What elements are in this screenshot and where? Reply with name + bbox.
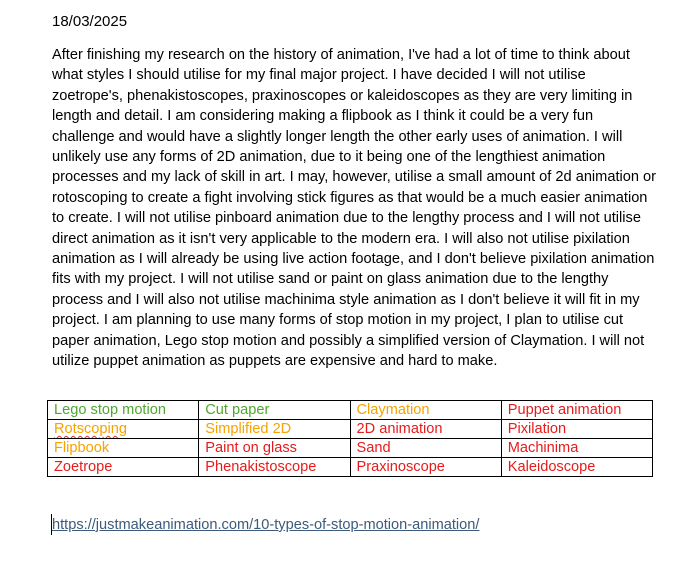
cell-text-misspelled: Rotscoping [54, 421, 128, 437]
table-cell[interactable] [199, 420, 350, 439]
table-cell[interactable] [501, 458, 652, 477]
animation-styles-table [47, 400, 653, 477]
table-cell[interactable] [48, 458, 199, 477]
table-cell[interactable] [501, 439, 652, 458]
cell-text: Claymation [356, 402, 430, 418]
cell-text: 2D animation [356, 421, 443, 437]
table-cell[interactable] [48, 420, 199, 439]
cell-text: Simplified 2D [205, 421, 292, 437]
cell-text: Machinima [507, 440, 579, 456]
cell-text: Cut paper [205, 402, 270, 418]
table-cell[interactable] [350, 458, 501, 477]
table-row [48, 458, 653, 477]
cell-text: Kaleidoscope [507, 459, 596, 475]
table-cell[interactable] [501, 420, 652, 439]
cell-text: Praxinoscope [356, 459, 445, 475]
table-row [48, 439, 653, 458]
cell-text: Pixilation [507, 421, 567, 437]
table-row [48, 420, 653, 439]
table-cell[interactable] [48, 439, 199, 458]
table-cell[interactable] [199, 458, 350, 477]
table-cell[interactable] [48, 401, 199, 420]
table-cell[interactable] [501, 401, 652, 420]
table-row [48, 401, 653, 420]
cell-text: Zoetrope [54, 459, 113, 475]
table-cell[interactable] [199, 439, 350, 458]
reference-link[interactable]: https://justmakeanimation.com/10-types-of-stop-motion-animation/ [52, 517, 480, 533]
research-paragraph: After finishing my research on the history of animation, I've had a lot of time to think about what styles I should utilise for my final major project. I have decided I will not utilise zoetrope's, phenakistoscopes, praxinoscopes or kaleidoscopes as they are very limiting in length and detail. I am considering making a flipbook as I think it could be a very fun challenge and would have a slightly longer length the other early uses of animation. I will unlikely use any forms of 2D animation, due to it being one of the lengthiest animation processes and my lack of skill in art. I may, however, utilise a small amount of 2d animation or rotoscoping to create a fight involving stick figures as that would be a much easier animation to create. I will not utilise pinboard animation due to the lengthy process and I will not utilise direct animation as it isn't very applicable to the modern era. I will also not utilise pixilation animation as I will already be using live action footage, and I don't believe pixilation animation fits with my project. I will not utilise sand or paint on glass animation due to the lengthy process and I will also not utilise machinima style animation as I don't believe it will fit in my project. I am planning to use many forms of stop motion in my project, I plan to utilise cut paper animation, Lego stop motion and possibly a simplified version of Claymation. I will not utilize puppet animation as puppets are expensive and hard to make. [52, 47, 657, 370]
table-cell[interactable] [199, 401, 350, 420]
cell-text: Puppet animation [507, 402, 622, 418]
cell-text: Sand [356, 440, 391, 456]
cell-text: Paint on glass [205, 440, 297, 456]
table-cell[interactable] [350, 439, 501, 458]
entry-date: 18/03/2025 [52, 13, 128, 30]
cell-text: Lego stop motion [54, 402, 166, 418]
table-cell[interactable] [350, 401, 501, 420]
cell-text: Flipbook [54, 440, 110, 456]
table-cell[interactable] [350, 420, 501, 439]
cell-text: Phenakistoscope [205, 459, 317, 475]
